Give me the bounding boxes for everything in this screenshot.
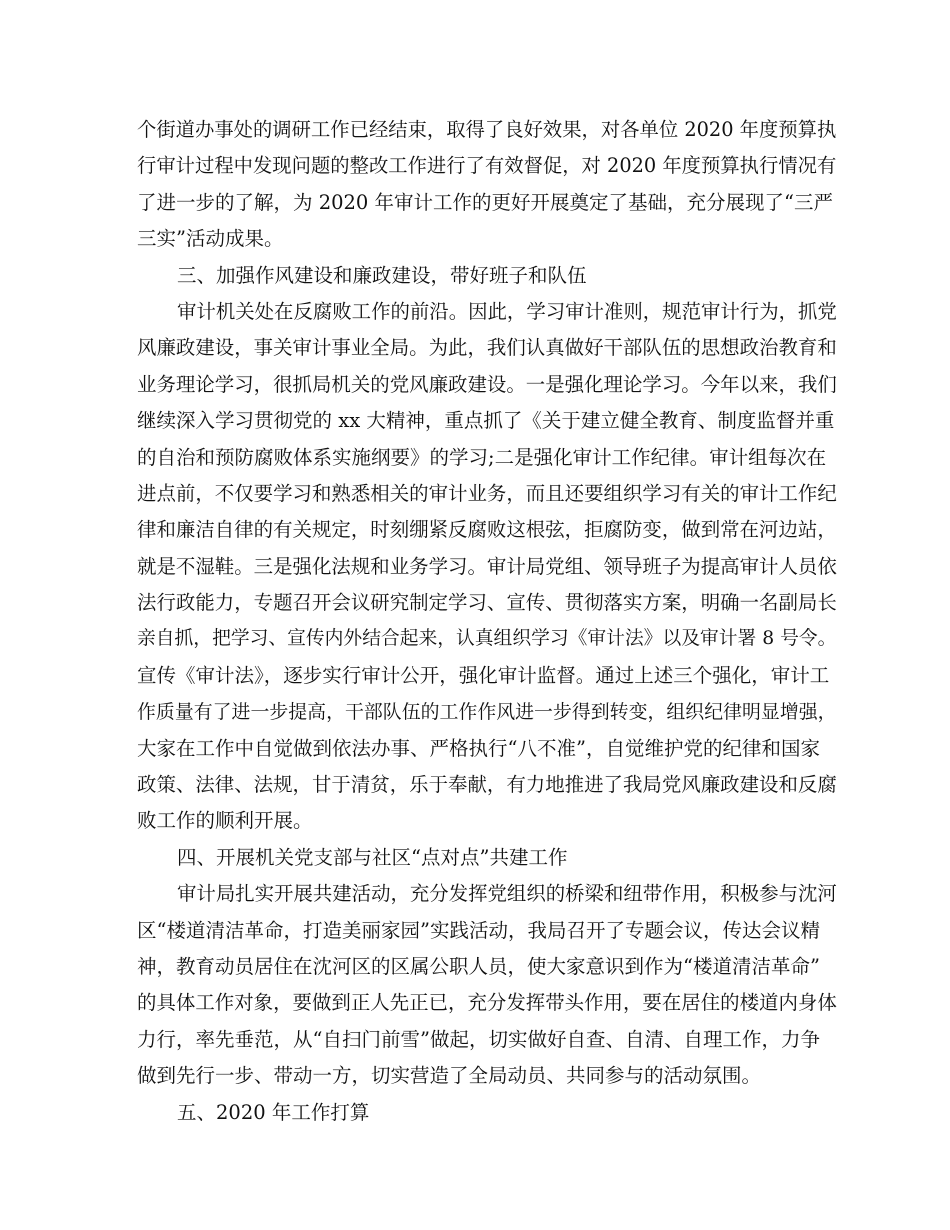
- text-line: 的自治和预防腐败体系实施纲要》的学习;二是强化审计工作纪律。审计组每次在: [137, 445, 827, 469]
- text-line: 区“楼道清洁革命，打造美丽家园”实践活动，我局召开了专题会议，传达会议精: [137, 918, 820, 942]
- text-line: 政策、法律、法规，甘于清贫，乐于奉献，有力地推进了我局党风廉政建设和反腐: [137, 773, 837, 797]
- text-line: 作质量有了进一步提高，干部队伍的工作作风进一步得到转变，组织纪律明显增强，: [137, 701, 837, 724]
- text-line: 败工作的顺利开展。: [137, 809, 313, 833]
- text-line: 了进一步的了解，为 2020 年审计工作的更好开展奠定了基础，充分展现了“三严: [137, 190, 833, 214]
- text-line: 的具体工作对象，要做到正人先正已，充分发挥带头作用，要在居住的楼道内身体: [137, 991, 837, 1015]
- text-line: 做到先行一步、带动一方，切实营造了全局动员、共同参与的活动氛围。: [137, 1064, 762, 1088]
- text-line: 行审计过程中发现问题的整改工作进行了有效督促，对 2020 年度预算执行情况有: [137, 154, 837, 178]
- paragraph-start-line: 三、加强作风建设和廉政建设，带好班子和队伍: [177, 263, 587, 287]
- text-line: 业务理论学习，很抓局机关的党风廉政建设。一是强化理论学习。今年以来，我们: [137, 372, 837, 396]
- text-line: 神，教育动员居住在沈河区的区属公职人员，使大家意识到作为“楼道清洁革命”: [137, 954, 820, 978]
- text-line: 继续深入学习贯彻党的 xx 大精神，重点抓了《关于建立健全教育、制度监督并重: [137, 409, 835, 433]
- text-line: 风廉政建设，事关审计事业全局。为此，我们认真做好干部队伍的思想政治教育和: [137, 336, 837, 360]
- text-line: 力行，率先垂范，从“自扫门前雪”做起，切实做好自查、自清、自理工作，力争: [137, 1027, 820, 1051]
- paragraph-start-line: 审计机关处在反腐败工作的前沿。因此，学习审计准则，规范审计行为，抓党: [177, 299, 837, 323]
- paragraph-start-line: 审计局扎实开展共建活动，充分发挥党组织的桥梁和纽带作用，积极参与沈河: [177, 882, 837, 906]
- text-line: 亲自抓，把学习、宣传内外结合起来，认真组织学习《审计法》以及审计署 8 号令。: [137, 628, 837, 650]
- paragraph-start-line: 四、开展机关党支部与社区“点对点”共建工作: [177, 845, 568, 869]
- document-body: [137, 112, 837, 1131]
- paragraph-start-line: 五、2020 年工作打算: [177, 1100, 370, 1124]
- text-line: 进点前，不仅要学习和熟悉相关的审计业务，而且还要组织学习有关的审计工作纪: [137, 481, 837, 505]
- text-line: 就是不湿鞋。三是强化法规和业务学习。审计局党组、领导班子为提高审计人员依: [137, 554, 837, 578]
- text-line: 三实”活动成果。: [137, 227, 284, 251]
- text-line: 律和廉洁自律的有关规定，时刻绷紧反腐败这根弦，拒腐防变，做到常在河边站，: [137, 518, 837, 542]
- text-line: 宣传《审计法》，逐步实行审计公开，强化审计监督。通过上述三个强化，审计工: [137, 663, 830, 687]
- text-line: 法行政能力，专题召开会议研究制定学习、宣传、贯彻落实方案，明确一名副局长: [137, 591, 837, 615]
- text-line: 大家在工作中自觉做到依法办事、严格执行“八不准”，自觉维护党的纪律和国家: [137, 736, 820, 760]
- text-line: 个街道办事处的调研工作已经结束，取得了良好效果，对各单位 2020 年度预算执: [137, 118, 837, 141]
